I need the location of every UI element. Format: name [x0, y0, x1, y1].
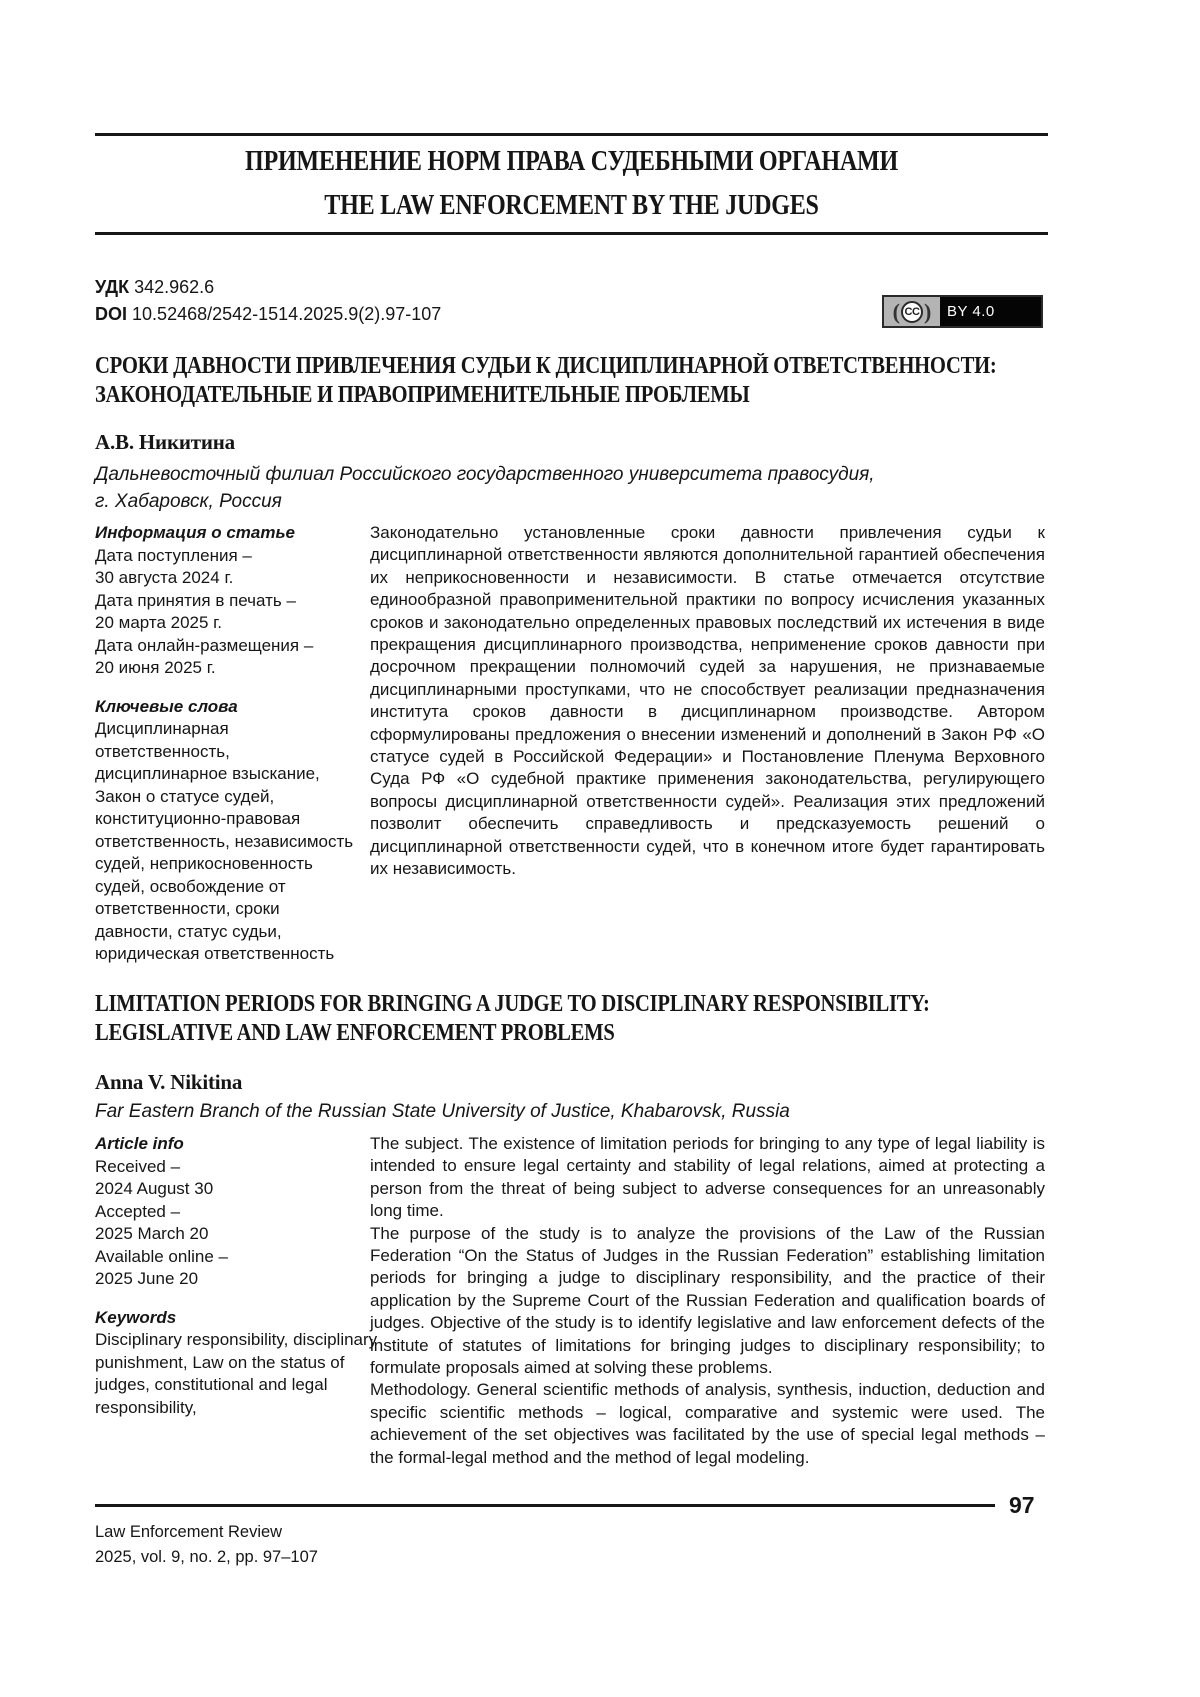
cc-circle-icon: CC	[901, 301, 923, 323]
journal-citation: 2025, vol. 9, no. 2, pp. 97–107	[95, 1548, 318, 1566]
author-en: Anna V. Nikitina	[95, 1070, 243, 1094]
article-info-line: 2025 June 20	[95, 1269, 199, 1288]
page-number: 97	[1009, 1492, 1035, 1518]
journal-name: Law Enforcement Review	[95, 1523, 283, 1541]
udc-value: 342.962.6	[134, 277, 215, 297]
footer-citation-block	[95, 1520, 318, 1570]
article-info-line: Дата онлайн-размещения –	[95, 635, 314, 655]
article-info-line: Accepted –	[95, 1201, 181, 1221]
journal-section-title-en: THE LAW ENFORCEMENT BY THE JUDGES	[324, 190, 819, 221]
abstract-en-paragraph: The subject. The existence of limitation periods for bringing to any type of legal liability is intended to ensure legal certainty and stability of legal relations, aimed at protecting a person from the threat of being subject to adverse consequences for an unreasonably long time.	[370, 1134, 1045, 1221]
article-info-line: 30 августа 2024 г.	[95, 568, 234, 587]
article-info-line: 2024 August 30	[95, 1179, 214, 1198]
article-info-line: 20 июня 2025 г.	[95, 658, 216, 677]
article-info-line: 20 марта 2025 г.	[95, 613, 223, 632]
affiliation-ru-line1: Дальневосточный филиал Российского государственного университета правосудия,	[95, 464, 875, 485]
license-label: BY 4.0	[940, 297, 1041, 326]
article-info-line: Received –	[95, 1156, 181, 1176]
keywords-heading-en: Keywords	[95, 1307, 177, 1327]
article-info-column-en	[95, 1133, 378, 1469]
abstract-en-paragraph: Methodology. General scientific methods of analysis, synthesis, induction, deduction and specific scientific methods – logical, comparative and systemic were used. The achievement of the set objectives was facilitated by the use of special legal methods – the formal-legal method and the method of legal modeling.	[370, 1380, 1045, 1467]
article-title-ru	[95, 352, 1055, 410]
cc-icon: ( CC )	[884, 297, 940, 326]
footer-rule	[95, 1504, 995, 1507]
keywords-ru: Дисциплинарная ответственность, дисциплинарное взыскание, Закон о статусе судей, конституционно-правовая ответственность, независимость судей, неприкосновенность судей, освобождение от ответственности, сроки давности, статус судьи, юридическая ответственность	[95, 719, 354, 963]
keywords-heading-ru: Ключевые слова	[95, 696, 238, 716]
columns-ru	[95, 522, 1045, 966]
affiliation-ru	[95, 461, 1055, 515]
article-info-line: 2025 March 20	[95, 1224, 209, 1243]
article-title-en-line1: LIMITATION PERIODS FOR BRINGING A JUDGE TO DISCIPLINARY RESPONSIBILITY:	[95, 991, 930, 1017]
author-ru: А.В. Никитина	[95, 430, 235, 454]
masthead	[95, 133, 1048, 235]
affiliation-en: Far Eastern Branch of the Russian State University of Justice, Khabarovsk, Russia	[95, 1101, 790, 1122]
abstract-en-paragraph: The purpose of the study is to analyze the provisions of the Law of the Russian Federation “On the Status of Judges in the Russian Federation” establishing limitation periods for bringing a judge to disciplinary responsibility, and the practice of their application by the Supreme Court of the Russian Federation and qualification boards of judges. Objective of the study is to identify legislative and law enforcement defects of the institute of statutes of limitations for bringing judges to disciplinary responsibility; to formulate proposals aimed at solving these problems.	[370, 1223, 1045, 1378]
cc-license-badge[interactable]	[882, 295, 1043, 328]
doi-label: DOI	[95, 304, 128, 324]
article-info-line: Дата принятия в печать –	[95, 590, 296, 610]
udc-label: УДК	[95, 277, 130, 297]
journal-section-title-ru: ПРИМЕНЕНИЕ НОРМ ПРАВА СУДЕБНЫМИ ОРГАНАМИ	[245, 146, 898, 177]
article-info-line: Дата поступления –	[95, 545, 252, 565]
abstract-en	[370, 1133, 1045, 1469]
doi-value[interactable]: 10.52468/2542-1514.2025.9(2).97-107	[132, 304, 442, 324]
article-info-heading-ru: Информация о статье	[95, 523, 296, 542]
keywords-en: Disciplinary responsibility, disciplinary punishment, Law on the status of judges, constitutional and legal responsibility,	[95, 1330, 378, 1417]
article-title-en	[95, 990, 1055, 1048]
article-info-heading-en: Article info	[95, 1134, 184, 1153]
affiliation-ru-line2: г. Хабаровск, Россия	[95, 491, 282, 512]
abstract-ru-text: Законодательно установленные сроки давности привлечения судьи к дисциплинарной ответственности являются дополнительной гарантией обеспечения их неприкосновенности и независимости. В статье отмечается отсутствие единообразной правоприменительной практики по вопросу исчисления указанных сроков и законодательно определенных правовых последствий их истечения в виде прекращения дисциплинарного производства, неприменение сроков давности при досрочном прекращении полномочий судей за нарушения, не признаваемые дисциплинарными проступками, что не способствует реализации предназначения института сроков давности в дисциплинарном производстве. Автором сформулированы предложения о внесении изменений и дополнений в Закон РФ «О статусе судей в Российской Федерации» и Постановление Пленума Верховного Суда РФ «О судебной практике применения законодательства, регулирующего вопросы дисциплинарной ответственности судей». Реализация этих предложений позволит обеспечить справедливость и предсказуемость решений о дисциплинарной ответственности судей, что в конечном итоге будет гарантировать их независимость.	[370, 523, 1045, 879]
article-title-ru-line2: ЗАКОНОДАТЕЛЬНЫЕ И ПРАВОПРИМЕНИТЕЛЬНЫЕ ПРОБЛЕМЫ	[95, 382, 750, 408]
article-title-en-line2: LEGISLATIVE AND LAW ENFORCEMENT PROBLEMS	[95, 1020, 615, 1046]
footer	[95, 1492, 1045, 1519]
article-title-ru-line1: СРОКИ ДАВНОСТИ ПРИВЛЕЧЕНИЯ СУДЬИ К ДИСЦИПЛИНАРНОЙ ОТВЕТСТВЕННОСТИ:	[95, 353, 997, 379]
article-info-column-ru	[95, 522, 354, 966]
columns-en	[95, 1133, 1045, 1469]
abstract-ru	[370, 522, 1045, 966]
article-info-line: Available online –	[95, 1246, 228, 1266]
